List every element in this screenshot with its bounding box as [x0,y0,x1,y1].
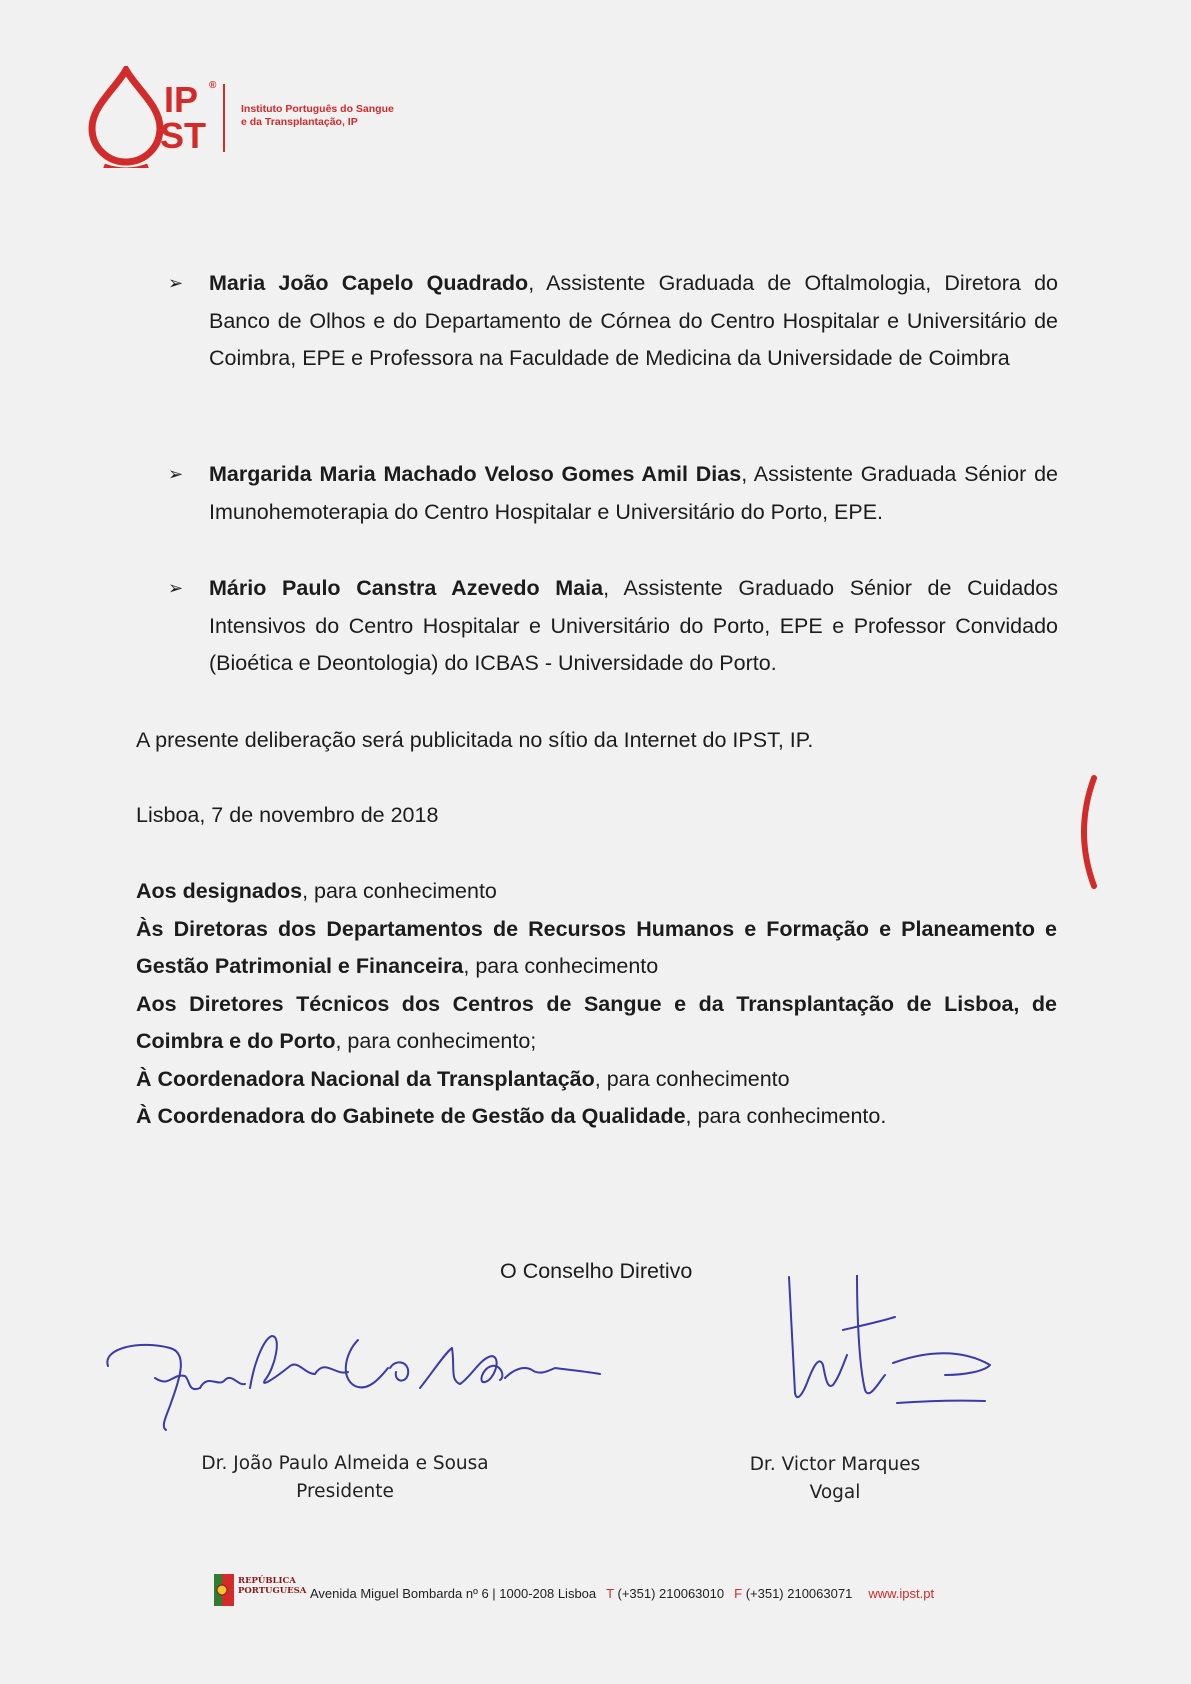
distribution-line: Às Diretoras dos Departamentos de Recursos Humanos e Formação e Planeamento e Gestão Patrimonial e Financeira, para conhecimento [136,916,1057,978]
republic-emblem-icon [214,1574,234,1606]
footer-fax: (+351) 210063071 [745,1586,853,1601]
signer-president [180,1450,510,1506]
footer [210,1572,1110,1622]
footer-contact [310,1586,934,1601]
republic-label: REPÚBLICA PORTUGUESA [238,1576,307,1596]
publication-note: A presente deliberação será publicitada no sítio da Internet do IPST, IP. [136,728,814,752]
signature-president [100,1318,610,1438]
footer-website-link[interactable]: www.ipst.pt [868,1586,935,1601]
signer-role: Presidente [296,1481,394,1502]
signature-vogal [785,1275,1015,1440]
signer-role: Vogal [809,1482,861,1503]
red-margin-mark [1072,772,1102,892]
signer-name: Dr. João Paulo Almeida e Sousa [201,1453,489,1474]
date-line: Lisboa, 7 de novembro de 2018 [136,803,439,827]
arrow-bullet-icon: ➢ [168,578,184,598]
tel-label: T [606,1586,614,1601]
designee-description: , Assistente Graduada Sénior de Imunohemoterapia do Centro Hospitalar e Universitário do Porto, EPE. [209,462,1058,524]
designee-name: Margarida Maria Machado Veloso Gomes Amil Dias [209,462,742,486]
logo-institute-name: Instituto Português do Sangue e da Transplantação, IP [241,103,394,128]
designee-description: , Assistente Graduado Sénior de Cuidados Intensivos do Centro Hospitalar e Universitário do Porto, EPE e Professor Convidado (Bioética e Deontologia) do ICBAS - Universidade do Porto. [209,576,1058,675]
list-item [168,265,1058,378]
logo-divider [223,84,225,152]
signer-vogal [705,1451,965,1507]
signer-name: Dr. Victor Marques [749,1454,921,1475]
ipst-logo [86,66,416,176]
distribution-line: Aos designados, para conhecimento [136,879,497,903]
arrow-bullet-icon: ➢ [168,464,184,484]
blood-drop-icon [86,66,166,168]
list-item [168,570,1058,683]
designee-name: Mário Paulo Canstra Azevedo Maia [209,576,604,600]
fax-label: F [734,1586,743,1601]
logo-st: ST [160,115,207,156]
footer-address: Avenida Miguel Bombarda nº 6 | 1000-208 Lisboa [310,1586,597,1601]
distribution-line: À Coordenadora do Gabinete de Gestão da Qualidade, para conhecimento. [136,1104,887,1128]
logo-ip: IP [164,79,199,120]
designee-name: Maria João Capelo Quadrado [209,271,529,295]
footer-phone: (+351) 210063010 [617,1586,725,1601]
distribution-list [136,873,1057,1136]
logo-registered-mark: ® [209,80,217,91]
council-heading: O Conselho Diretivo [500,1259,693,1283]
distribution-line: Aos Diretores Técnicos dos Centros de Sangue e da Transplantação de Lisboa, de Coimbra e do Porto, para conhecimento; [136,991,1057,1053]
arrow-bullet-icon: ➢ [168,273,184,293]
distribution-line: À Coordenadora Nacional da Transplantação, para conhecimento [136,1066,790,1091]
list-item [168,456,1058,531]
designee-description: , Assistente Graduada de Oftalmologia, Diretora do Banco de Olhos e do Departamento de Córnea do Centro Hospitalar e Universitário de Coimbra, EPE e Professora na Faculdade de Medicina da Universidade de Coimbra [209,271,1058,370]
